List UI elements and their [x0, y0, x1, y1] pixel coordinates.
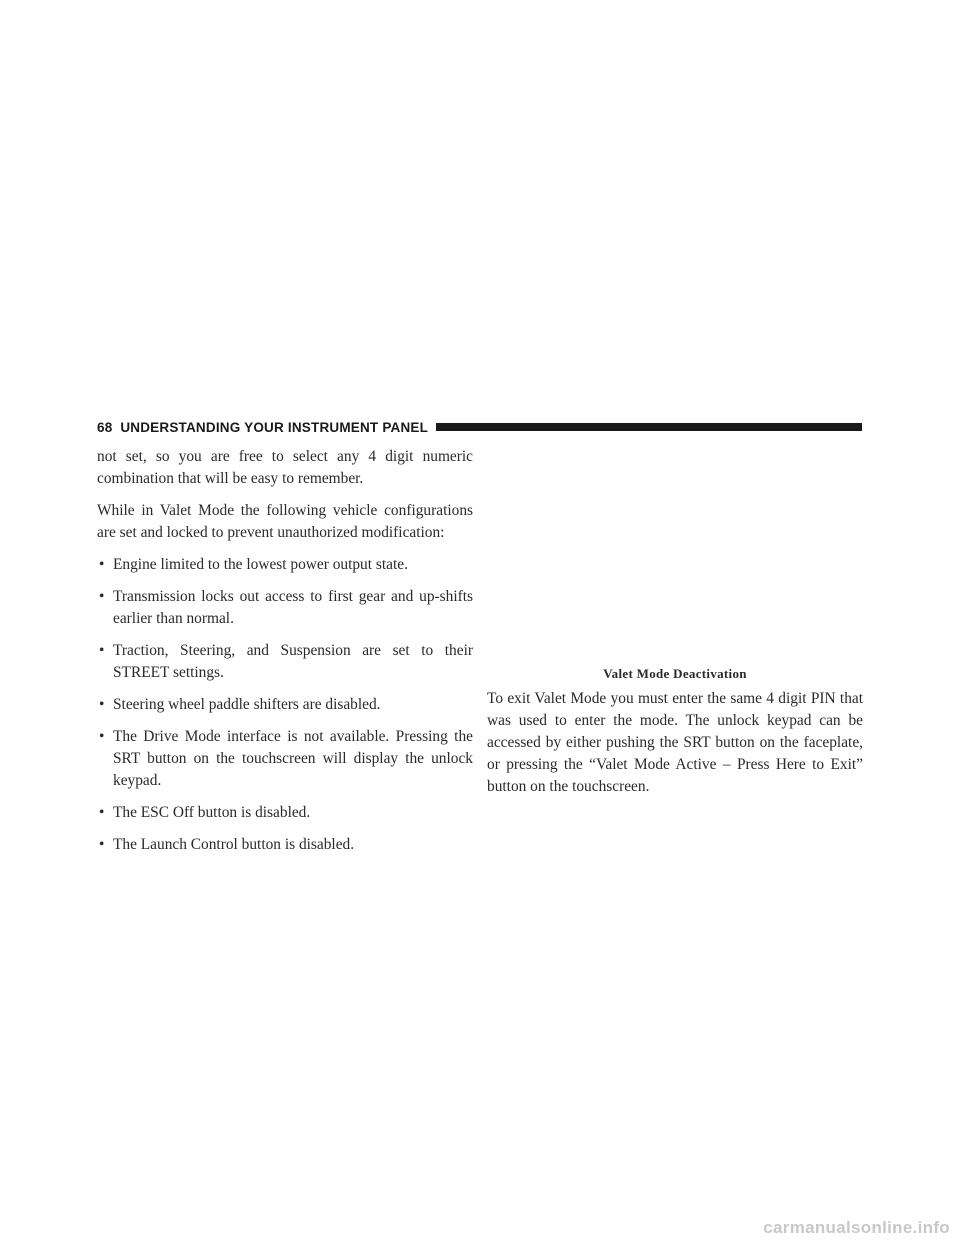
figure-area [487, 446, 863, 666]
list-item-text: Engine limited to the lowest power output state. [113, 556, 408, 573]
bullet-icon: • [99, 556, 105, 573]
list-item [97, 726, 473, 792]
bullet-icon: • [99, 804, 105, 821]
bullet-icon: • [99, 696, 105, 713]
page-header [97, 419, 862, 435]
list-item-text: Steering wheel paddle shifters are disabled. [113, 696, 381, 713]
bullet-icon: • [99, 642, 105, 659]
list-item [97, 640, 473, 684]
bullet-icon: • [99, 836, 105, 853]
list-item-text: The ESC Off button is disabled. [113, 804, 311, 821]
paragraph: While in Valet Mode the following vehicle configurations are set and locked to prevent unauthorized modification: [97, 502, 473, 541]
left-column [97, 446, 473, 866]
list-item [97, 554, 473, 576]
paragraph: To exit Valet Mode you must enter the same 4 digit PIN that was used to enter the mode. The unlock keypad can be accessed by either pushing the SRT button on the faceplate, or pressing the “Valet Mode Active – Press Here to Exit” button on the touchscreen. [487, 690, 863, 795]
bullet-icon: • [99, 728, 105, 745]
figure-caption: Valet Mode Deactivation [603, 666, 747, 681]
list-item-text: Transmission locks out access to first gear and up-shifts earlier than normal. [113, 588, 473, 627]
list-item-text: The Launch Control button is disabled. [113, 836, 355, 853]
page-number: 68 [97, 419, 113, 435]
list-item [97, 802, 473, 824]
header-text [97, 420, 428, 435]
list-item [97, 586, 473, 630]
list-item [97, 834, 473, 856]
restrictions-list [97, 554, 473, 856]
list-item [97, 694, 473, 716]
paragraph: not set, so you are free to select any 4 digit numeric combination that will be easy to remember. [97, 448, 473, 487]
section-title: UNDERSTANDING YOUR INSTRUMENT PANEL [120, 419, 429, 435]
header-rule [436, 423, 862, 431]
right-column [487, 446, 863, 808]
watermark: carmanualsonline.info [763, 1218, 950, 1237]
bullet-icon: • [99, 588, 105, 605]
list-item-text: The Drive Mode interface is not available. Pressing the SRT button on the touchscreen will display the unlock keypad. [113, 728, 473, 789]
list-item-text: Traction, Steering, and Suspension are set to their STREET settings. [113, 642, 473, 681]
